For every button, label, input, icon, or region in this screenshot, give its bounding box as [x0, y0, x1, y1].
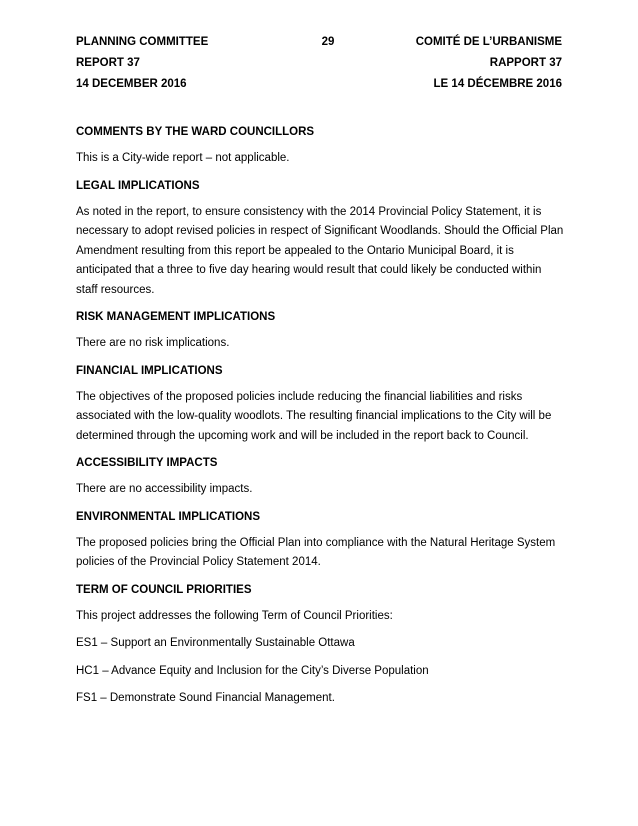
report-number-fr: RAPPORT 37 [489, 57, 562, 69]
paragraph: The objectives of the proposed policies include reducing the financial liabilities and risks associated with the low-quality woodlots. The resulting financial implications to the City will be determined through the upcoming work and will be included in the report back to Council. [76, 390, 552, 442]
paragraph: This is a City-wide report – not applicable. [76, 152, 290, 164]
section-heading: TERM OF COUNCIL PRIORITIES [76, 583, 252, 596]
section-heading: ACCESSIBILITY IMPACTS [76, 457, 218, 469]
section-heading: COMMENTS BY THE WARD COUNCILLORS [76, 126, 315, 138]
paragraph: There are no accessibility impacts. [76, 483, 253, 495]
section-heading: RISK MANAGEMENT IMPLICATIONS [76, 311, 276, 323]
report-date-fr: LE 14 DÉCEMBRE 2016 [433, 78, 562, 90]
section-council-priorities [76, 581, 566, 709]
report-date-en: 14 DECEMBER 2016 [76, 78, 187, 90]
header-right [416, 32, 562, 95]
section-environmental [76, 508, 566, 573]
committee-name-fr: COMITÉ DE L’URBANISME [415, 36, 562, 48]
report-body [76, 123, 566, 717]
paragraph: This project addresses the following Term of Council Priorities: [76, 609, 393, 622]
section-legal [76, 177, 566, 301]
section-financial [76, 362, 566, 447]
section-accessibility [76, 454, 566, 500]
paragraph: As noted in the report, to ensure consistency with the 2014 Provincial Policy Statement, it is necessary to adopt revised policies in respect of Significant Woodlands. Should the Official Plan Amendment resulting from this report be appealed to the Ontario Municipal Board, it is anticipated that a three to five day hearing would result that could likely be conducted within staff resources. [76, 205, 564, 296]
section-ward-councillors [76, 123, 566, 169]
page-number: 29 [321, 36, 335, 48]
paragraph: The proposed policies bring the Official Plan into compliance with the Natural Heritage System policies of the Provincial Policy Statement 2014. [76, 536, 556, 568]
header-left [76, 32, 208, 95]
section-heading: LEGAL IMPLICATIONS [76, 179, 200, 192]
section-heading: FINANCIAL IMPLICATIONS [76, 364, 223, 377]
paragraph: There are no risk implications. [76, 337, 230, 349]
priority-item: FS1 – Demonstrate Sound Financial Management. [76, 692, 335, 704]
report-number-en: REPORT 37 [76, 57, 140, 69]
committee-name-en: PLANNING COMMITTEE [76, 36, 209, 48]
section-heading: ENVIRONMENTAL IMPLICATIONS [76, 510, 260, 523]
section-risk [76, 308, 566, 354]
priority-item: HC1 – Advance Equity and Inclusion for the City’s Diverse Population [76, 664, 429, 677]
priority-item: ES1 – Support an Environmentally Sustainable Ottawa [76, 637, 355, 649]
